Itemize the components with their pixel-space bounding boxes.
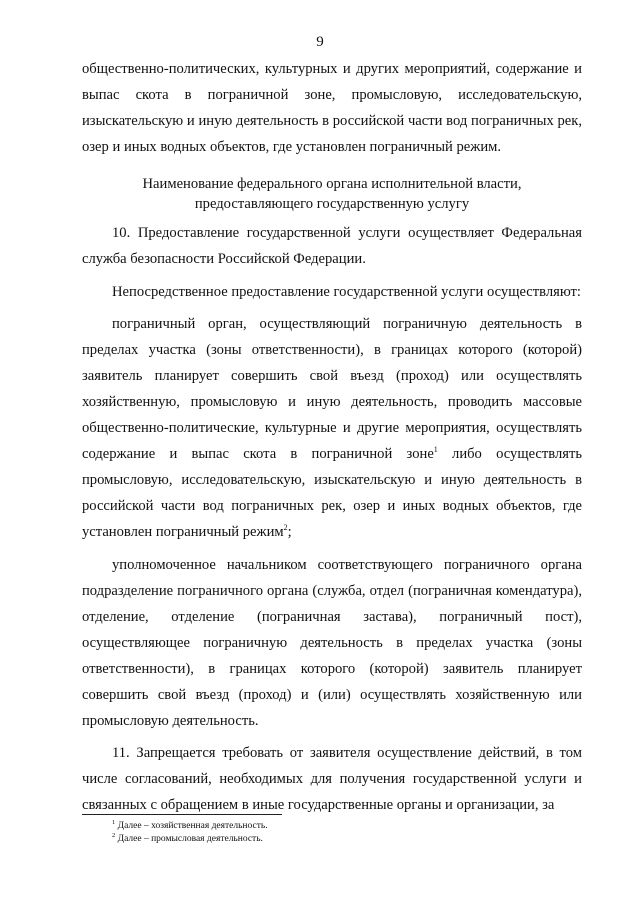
footnote-mark: 2 xyxy=(112,831,116,839)
paragraph-item-11: 11. Запрещается требовать от заявителя осуществление действий, в том числе согласований, необходимых для получения государственной услуги и связанных с обращением в иные государственные органы и организации, за xyxy=(82,745,582,814)
footnote-separator xyxy=(82,814,282,815)
paragraph-item-10: 10. Предоставление государственной услуги осуществляет Федеральная служба безопасности Российской Федерации. xyxy=(82,225,582,268)
paragraph-border-authority xyxy=(82,311,582,546)
footnote-text: Далее – промысловая деятельность. xyxy=(115,834,263,844)
footnote-text: Далее – хозяйственная деятельность. xyxy=(115,821,268,831)
section-heading xyxy=(82,174,582,214)
paragraph-authorized-unit: уполномоченное начальником соответствующего пограничного органа подразделение пограничного органа (служба, отдел (пограничная комендатура), отделение, отделение (пограничная застава), пограничный пост), осуществляющее пограничную деятельность в пределах участка (зоны ответственности), в границах которого (которой) заявитель планирует совершить свой въезд (проход) и (или) осуществлять хозяйственную или промысловую деятельность. xyxy=(82,556,582,730)
footnote-ref-1: 1 xyxy=(433,445,438,455)
section-heading-line-1: Наименование федерального органа исполнительной власти, xyxy=(142,176,522,193)
paragraph-direct-provision: Непосредственное предоставление государственной услуги осуществляют: xyxy=(112,283,581,300)
page-number: 9 xyxy=(316,34,324,50)
document-body xyxy=(82,56,582,818)
paragraph-continuation: общественно-политических, культурных и других мероприятий, содержание и выпас скота в пограничной зоне, промысловую, исследовательскую, изыскательскую и иную деятельность в российской части вод пограничных рек, озер и иных водных объектов, где установлен пограничный режим. xyxy=(82,61,582,156)
footnotes xyxy=(112,820,532,846)
paragraph-border-authority-text-a: пограничный орган, осуществляющий пограничную деятельность в пределах участка (зоны ответственности), в границах которого (которой) заявитель планирует совершить свой въезд (проход) или осуществлять хозяйственную, промысловую и иную деятельность, проводить массовые общественно-политические, культурные и другие мероприятия, осуществлять содержание и выпас скота в пограничной зоне xyxy=(82,315,582,463)
footnote-2 xyxy=(112,833,532,846)
footnote-ref-2: 2 xyxy=(283,523,288,533)
section-heading-line-2: предоставляющего государственную услугу xyxy=(194,196,470,213)
paragraph-border-authority-text-b: либо осуществлять промысловую, исследовательскую, изыскательскую и иную деятельность в российской части вод пограничных рек, озер и иных водных объектов, где установлен пограничный режим xyxy=(82,446,582,541)
paragraph-border-authority-text-c: ; xyxy=(287,524,292,541)
footnote-mark: 1 xyxy=(112,818,116,826)
footnote-1 xyxy=(112,820,532,833)
